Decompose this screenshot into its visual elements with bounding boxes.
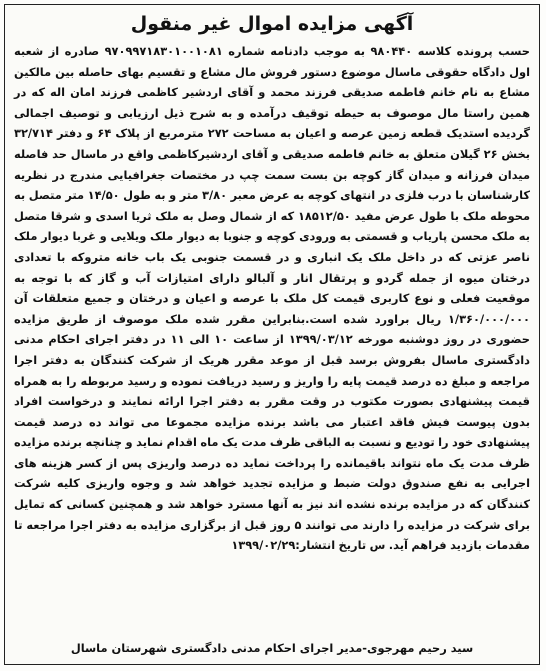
notice-frame <box>4 4 540 665</box>
notice-title: آگهی مزایده اموال غیر منقول <box>130 13 414 35</box>
notice-body: حسب پرونده کلاسه ۹۸۰۴۴۰ به موجب دادنامه شماره ۹۷۰۹۹۷۱۸۳۰۱۰۰۱۰۸۱ صادره از شعبه اول دادگاه حقوقی ماسال موضوع دستور فروش مال مشاع و تقسیم بهای حاصله بین مالکین مشاع به نام خانم فاطمه صدیقی فرزند محمد و آقای اردشیر کاظمی فرزند امان اله که در همین راستا مال موصوف به حیطه توقیف درآمده و به شرح ذیل ارزیابی و توصیف اجمالی گردیده استدیک قطعه زمین عرصه و اعیان به مساحت ۲۷۲ مترمربع از پلاک ۶۴ و دفتر ۳۲/۷۱۴ بخش ۲۶ گیلان متعلق به خانم فاطمه صدیقی و آقای اردشیرکاظمی واقع در ماسال حد فاصله میدان فرزانه و میدان گاز کوچه بن بست سمت چپ در مختصات جغرافیایی مندرج در نظریه کارشناسان با درب فلزی در انتهای کوچه به عرض معبر ۳/۸۰ متر و به طول ۱۴/۵۰ متر متصل به محوطه ملک با طول عرض مفید ۱۸۵۱۲/۵۰ که از شمال وصل به ملک ثریا اسدی و شرقا متصل به ملک محسن پاریاب و قسمتی به ورودی کوچه و جنوبا به دیوار ملک ویلایی و غربا دیوار ملک ناصر عزتی که در داخل ملک یک انباری و در قسمت جنوبی یک باب خانه متروکه با تعدادی درختان میوه از جمله گردو و پرتقال انار و آلبالو دارای امتیازات آب و گاز که با توجه به موقعیت فعلی و نوع کاربری قیمت کل ملک با عرصه و اعیان و درختان و جمیع متعلقات آن ۱/۳۶۰/۰۰۰/۰۰۰ ریال براورد شده است.بنابراین مقرر شده ملک موصوف از طریق مزایده حضوری در روز دوشنبه مورخه ۱۳۹۹/۰۳/۱۲ از ساعت ۱۰ الی ۱۱ در دفتر اجرای احکام مدنی دادگستری ماسال بفروش برسد قبل از موعد مقرر هریک از شرکت کنندگان به دفتر اجرا مراجعه و مبلغ ده درصد قیمت پایه را واریز و رسید دریافت نموده و رسید مربوطه را به همراه قیمت پیشنهادی بصورت مکتوب در وقت مقرر به دفتر اجرا ارائه نمایند و درخواست افراد بدون پیوست فیش فاقد اعتبار می باشد برنده مزایده مجموعا می تواند ده درصد قیمت پیشنهادی خود را تودیع و نسبت به الباقی ظرف مدت یک ماه اقدام نماید و چنانچه برنده مزایده ظرف مدت یک ماه نتواند باقیمانده را پرداخت نماید ده درصد واریزی پس از کسر هزینه های اجرایی به نفع صندوق دولت ضبط و مزایده تجدید خواهد شد و وجوه واریزی کلیه شرکت کنندگان که در مزایده برنده نشده اند نیز به آنها مسترد خواهد شد و همچنین کسانی که تمایل برای شرکت در مزایده را دارند می توانند ۵ روز قبل از برگزاری مزایده به دفتر اجرا مراجعه تا مقدمات بازدید فراهم آید. س تاریخ انتشار:۱۳۹۹/۰۲/۲۹ <box>14 44 530 553</box>
notice-signature: سید رحیم مهرجوی-مدیر اجرای احکام مدنی دادگستری شهرستان ماسال <box>70 641 474 655</box>
